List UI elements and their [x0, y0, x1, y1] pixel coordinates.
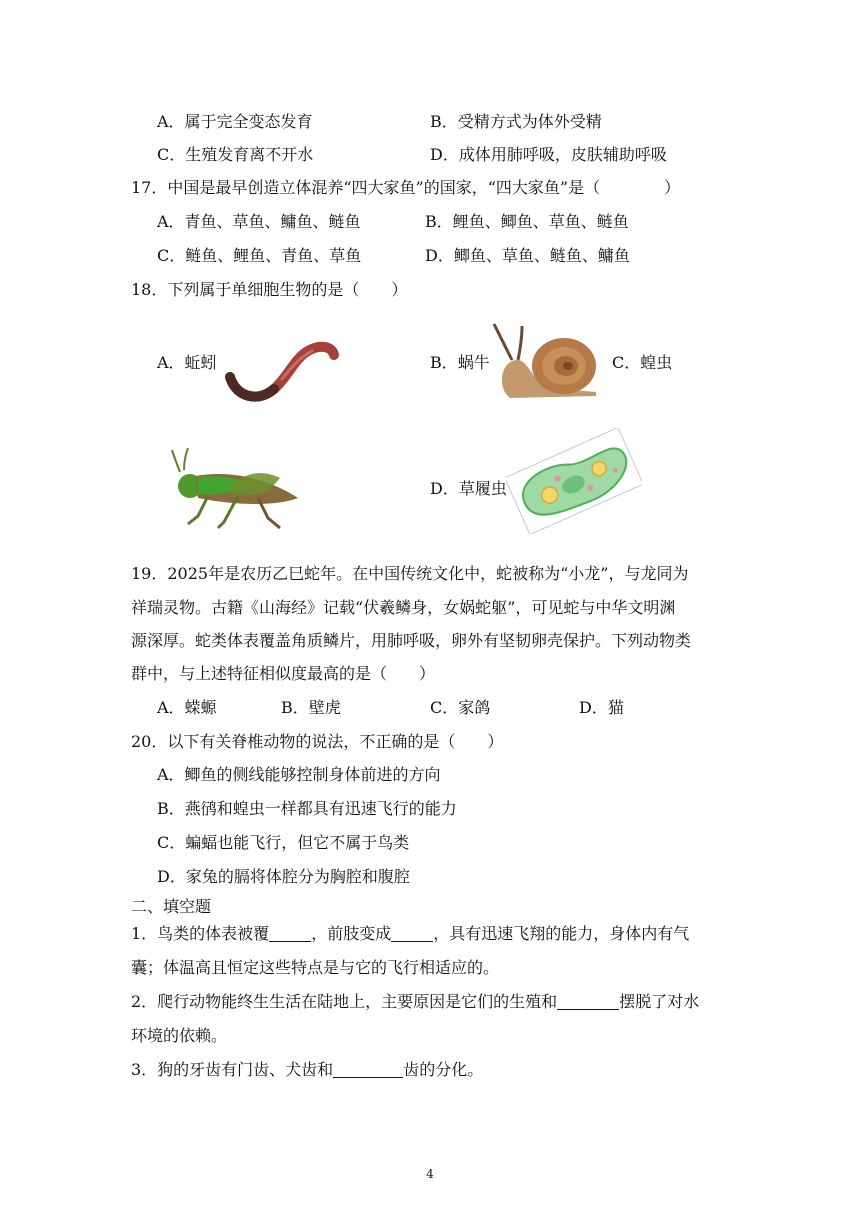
q16-option-d: D．成体用肺呼吸，皮肤辅助呼吸: [430, 145, 667, 164]
fill2-text-1: 2．爬行动物能终生生活在陆地上，主要原因是它们的生殖和: [131, 992, 558, 1011]
q19-line-2: 祥瑞灵物。古籍《山海经》记载“伏羲鳞身，女娲蛇躯”，可见蛇与中华文明渊: [131, 598, 676, 617]
q19-line-4: 群中，与上述特征相似度最高的是（ ）: [131, 664, 436, 683]
q20-option-d: D．家兔的膈将体腔分为胸腔和腹腔: [157, 867, 410, 886]
grasshopper-image: [168, 448, 302, 532]
q17-option-b: B．鲤鱼、鲫鱼、草鱼、鲢鱼: [425, 212, 629, 231]
paramecium-image: [506, 428, 642, 534]
fill2-text-2: 摆脱了对水: [619, 992, 700, 1011]
q17-stem: 17．中国是最早创造立体混养“四大家鱼”的国家，“四大家鱼”是（ ）: [131, 178, 681, 197]
q18-option-c: C．蝗虫: [612, 353, 673, 372]
fill2-line-2: 环境的依赖。: [131, 1026, 228, 1045]
q16-option-c: C．生殖发育离不开水: [157, 145, 314, 164]
fill2-blank-1[interactable]: [557, 993, 619, 1010]
section-title: 二、填空题: [131, 897, 212, 916]
q19-option-d: D．猫: [579, 698, 624, 717]
fill3-text-2: 齿的分化。: [403, 1060, 484, 1079]
q20-option-c: C．蝙蝠也能飞行，但它不属于鸟类: [157, 833, 410, 852]
fill2-line-1: [131, 991, 699, 1013]
fill3-blank-1[interactable]: [333, 1061, 403, 1078]
fill1-line-1: [131, 923, 689, 945]
q19-option-a: A．蝾螈: [157, 698, 217, 717]
page-number: 4: [426, 1167, 434, 1181]
fill1-text-3: ，具有迅速飞翔的能力，身体内有气: [433, 924, 690, 943]
q17-option-d: D．鲫鱼、草鱼、鲢鱼、鳙鱼: [425, 246, 630, 265]
q20-option-a: A．鲫鱼的侧线能够控制身体前进的方向: [157, 765, 441, 784]
fill1-text-2: ，前肢变成: [311, 924, 392, 943]
q20-stem: 20．以下有关脊椎动物的说法，不正确的是（ ）: [131, 732, 504, 751]
q18-option-b: B．蜗牛: [430, 353, 490, 372]
snail-image: [488, 322, 600, 400]
q19-option-c: C．家鸽: [430, 698, 491, 717]
q18-stem: 18．下列属于单细胞生物的是（ ）: [131, 280, 408, 299]
fill1-line-2: 囊；体温高且恒定这些特点是与它的飞行相适应的。: [131, 958, 500, 977]
q17-option-c: C．鲢鱼、鲤鱼、青鱼、草鱼: [157, 246, 362, 265]
fill1-text-1: 1．鸟类的体表被覆: [131, 924, 270, 943]
fill1-blank-1[interactable]: [269, 925, 311, 942]
q19-line-1: 19．2025年是农历乙巳蛇年。在中国传统文化中，蛇被称为“小龙”，与龙同为: [131, 564, 689, 583]
q16-option-b: B．受精方式为体外受精: [430, 112, 602, 131]
fill3-text-1: 3．狗的牙齿有门齿、犬齿和: [131, 1060, 334, 1079]
q16-option-a: A．属于完全变态发育: [157, 112, 313, 131]
fill1-blank-2[interactable]: [391, 925, 433, 942]
fill3-line-1: [131, 1059, 483, 1081]
q19-option-b: B．壁虎: [281, 698, 341, 717]
q18-option-a: A．蚯蚓: [157, 353, 217, 372]
q20-option-b: B．燕鸻和蝗虫一样都具有迅速飞行的能力: [157, 799, 457, 818]
q18-option-d: D．草履虫: [430, 479, 507, 498]
q19-line-3: 源深厚。蛇类体表覆盖角质鳞片，用肺呼吸，卵外有坚韧卵壳保护。下列动物类: [131, 631, 692, 650]
earthworm-image: [222, 333, 340, 407]
q17-option-a: A．青鱼、草鱼、鳙鱼、鲢鱼: [157, 212, 361, 231]
